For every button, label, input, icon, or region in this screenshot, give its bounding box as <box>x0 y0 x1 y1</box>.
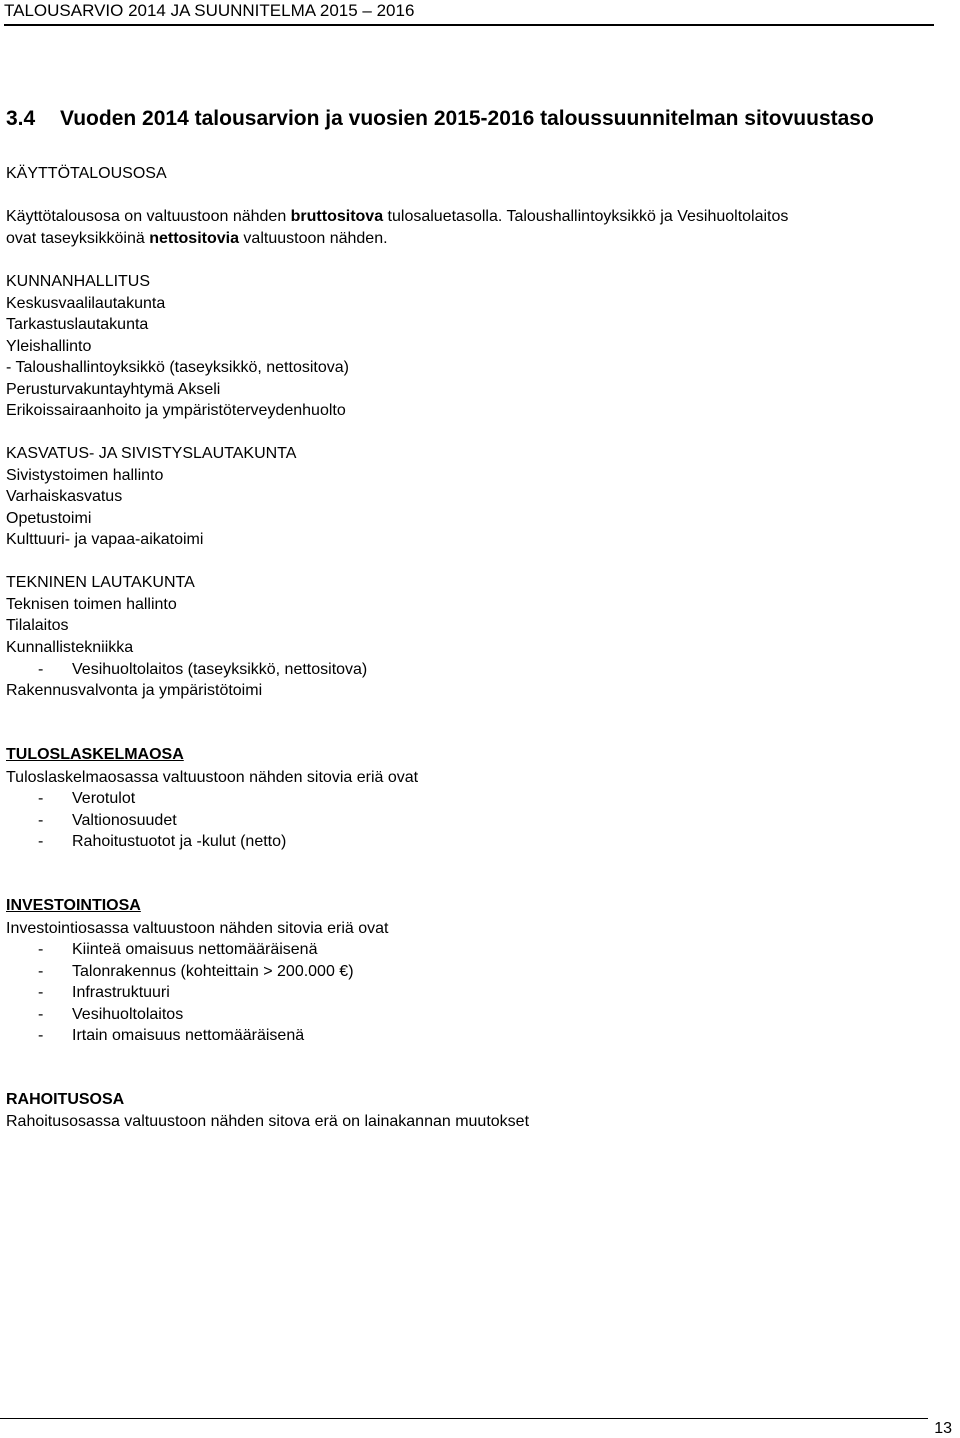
dash-marker: - <box>38 833 44 850</box>
text-fragment: tulosaluetasolla. Taloushallintoyksikkö ja Vesihuoltolaitos <box>383 208 789 225</box>
dash-marker: - <box>38 790 44 807</box>
section-number: 3.4 <box>6 107 36 130</box>
dash-list-item <box>38 1005 183 1025</box>
list-item: Kunnallistekniikka <box>6 639 134 656</box>
list-item: Perusturvakuntayhtymä Akseli <box>6 381 221 398</box>
dash-list-item <box>38 789 135 809</box>
rahoitus-heading: RAHOITUSOSA <box>6 1091 125 1108</box>
bold-term: bruttositova <box>290 208 384 225</box>
tuloslaskelma-heading: TULOSLASKELMAOSA <box>6 746 184 763</box>
dash-list-item <box>38 983 170 1003</box>
text-fragment: ovat taseyksikköinä <box>6 230 150 247</box>
list-item-text: Kiinteä omaisuus nettomääräisenä <box>72 941 318 958</box>
list-item: Keskusvaalilautakunta <box>6 295 166 312</box>
text-fragment: Käyttötalousosa on valtuustoon nähden <box>6 208 291 225</box>
page-number: 13 <box>934 1420 952 1437</box>
tuloslaskelma-intro: Tuloslaskelmaosassa valtuustoon nähden sitovia eriä ovat <box>6 769 419 786</box>
dash-marker: - <box>38 941 44 958</box>
kayttotalous-paragraph-line-1 <box>6 207 788 227</box>
text-fragment: valtuustoon nähden. <box>238 230 388 247</box>
document-title: TALOUSARVIO 2014 JA SUUNNITELMA 2015 – 2016 <box>4 1 415 20</box>
list-item: Varhaiskasvatus <box>6 488 123 505</box>
list-item-text: Verotulot <box>72 790 136 807</box>
dash-list-item <box>38 1026 304 1046</box>
investointi-heading: INVESTOINTIOSA <box>6 897 141 914</box>
list-item-text: Vesihuoltolaitos (taseyksikkö, nettositova) <box>72 661 368 678</box>
list-item: Rakennusvalvonta ja ympäristötoimi <box>6 682 263 699</box>
dash-marker: - <box>38 661 44 678</box>
investointi-intro: Investointiosassa valtuustoon nähden sitovia eriä ovat <box>6 920 389 937</box>
list-item: Tilalaitos <box>6 617 69 634</box>
footer-divider <box>0 1418 928 1419</box>
list-item: Teknisen toimen hallinto <box>6 596 177 613</box>
header-divider <box>4 24 934 26</box>
list-item: Sivistystoimen hallinto <box>6 467 164 484</box>
list-item: Yleishallinto <box>6 338 92 355</box>
dash-list-item <box>38 811 177 831</box>
rahoitus-intro: Rahoitusosassa valtuustoon nähden sitova erä on lainakannan muutokset <box>6 1113 530 1130</box>
list-item: - Taloushallintoyksikkö (taseyksikkö, nettositova) <box>6 359 349 376</box>
list-item: Opetustoimi <box>6 510 92 527</box>
list-item-text: Valtionosuudet <box>72 812 177 829</box>
kayttotalous-paragraph-line-2 <box>6 229 388 249</box>
dash-marker: - <box>38 1027 44 1044</box>
dash-list-item <box>38 962 354 982</box>
list-item-text: Talonrakennus (kohteittain > 200.000 €) <box>72 963 354 980</box>
list-item: Tarkastuslautakunta <box>6 316 149 333</box>
dash-marker: - <box>38 984 44 1001</box>
page-header <box>0 0 960 26</box>
dash-marker: - <box>38 812 44 829</box>
bold-term: nettositovia <box>149 230 239 247</box>
kayttotalous-heading: KÄYTTÖTALOUSOSA <box>6 165 167 182</box>
list-item: Erikoissairaanhoito ja ympäristöterveydenhuolto <box>6 402 346 419</box>
section-title: Vuoden 2014 talousarvion ja vuosien 2015-2016 taloussuunnitelman sitovuustaso <box>60 107 874 130</box>
dash-marker: - <box>38 1006 44 1023</box>
dash-marker: - <box>38 963 44 980</box>
dash-list-item <box>38 832 286 852</box>
list-item: KUNNANHALLITUS <box>6 273 151 290</box>
dash-list-item <box>38 660 367 680</box>
list-item: KASVATUS- JA SIVISTYSLAUTAKUNTA <box>6 445 297 462</box>
list-item: TEKNINEN LAUTAKUNTA <box>6 574 195 591</box>
section-heading <box>6 106 874 132</box>
list-item-text: Rahoitustuotot ja -kulut (netto) <box>72 833 287 850</box>
list-item-text: Irtain omaisuus nettomääräisenä <box>72 1027 305 1044</box>
list-item-text: Vesihuoltolaitos <box>72 1006 184 1023</box>
list-item: Kulttuuri- ja vapaa-aikatoimi <box>6 531 204 548</box>
list-item-text: Infrastruktuuri <box>72 984 170 1001</box>
dash-list-item <box>38 940 317 960</box>
